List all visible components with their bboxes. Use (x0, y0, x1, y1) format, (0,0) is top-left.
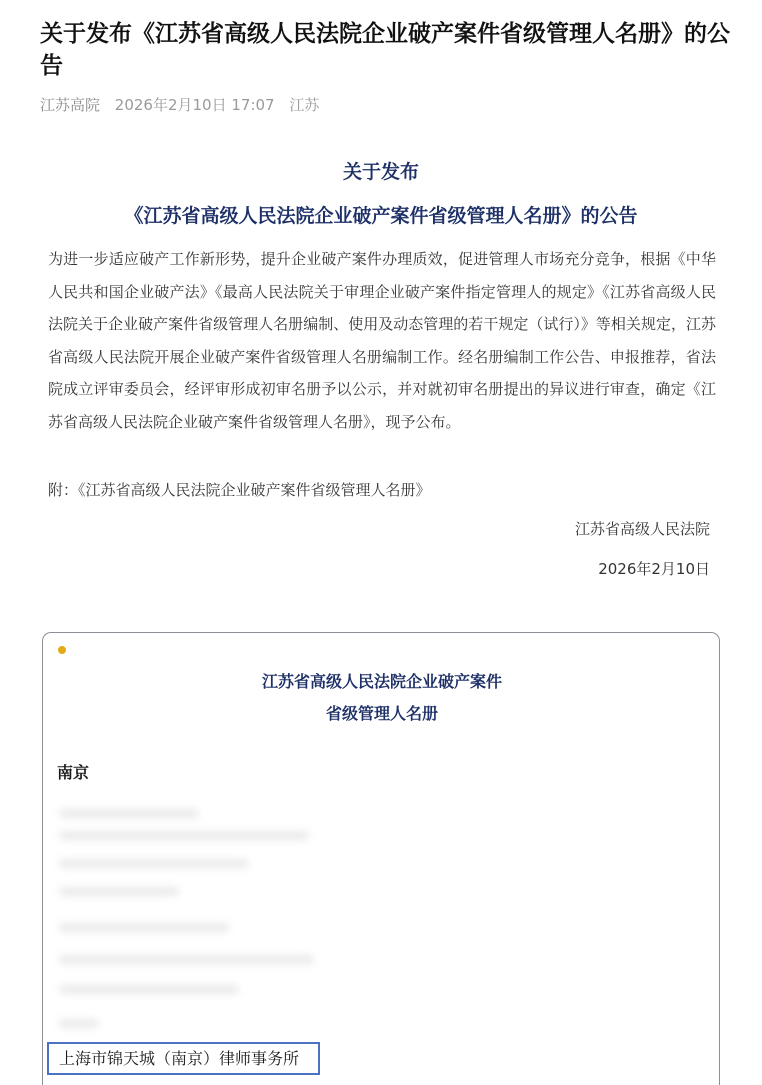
signature-date: 2026年2月10日 (598, 560, 710, 578)
roster-title-line2: 省级管理人名册 (325, 704, 438, 723)
blurred-entry (59, 887, 179, 896)
meta-datetime: 2026年2月10日 17:07 (114, 96, 275, 114)
roster-card (42, 632, 720, 1085)
notice-heading-line1: 关于发布 (342, 161, 419, 183)
notice-heading-line2: 《江苏省高级人民法院企业破产案件省级管理人名册》的公告 (124, 205, 638, 227)
signature-org: 江苏省高级人民法院 (574, 520, 710, 538)
meta-region: 江苏 (289, 96, 320, 114)
blurred-entry (59, 1019, 99, 1028)
blurred-entry (59, 923, 229, 932)
blurred-entry (59, 955, 314, 964)
notice-attachment: 附：《江苏省高级人民法院企业破产案件省级管理人名册》 (48, 481, 431, 499)
article-meta (40, 95, 329, 115)
highlighted-firm-box (47, 1042, 320, 1075)
roster-region-label: 南京 (57, 763, 90, 782)
marker-dot-icon (58, 646, 66, 654)
roster-title-line1: 江苏省高级人民法院企业破产案件 (261, 672, 502, 691)
blurred-entry (59, 831, 309, 840)
meta-source[interactable]: 江苏高院 (40, 96, 101, 114)
blurred-entry (59, 809, 199, 818)
notice-body: 为进一步适应破产工作新形势，提升企业破产案件办理质效，促进管理人市场充分竞争，根据《中华人民共和国企业破产法》《最高人民法院关于审理企业破产案件指定管理人的规定》《江苏省高级人民法院关于企业破产案件省级管理人名册编制、使用及动态管理的若干规定（试行）》等相关规定，江苏省高级人民法院开展企业破产案件省级管理人名册编制工作。经名册编制工作公告、申报推荐，省法院成立评审委员会，经评审形成初审名册予以公示，并对就初审名册提出的异议进行审查，确定《江苏省高级人民法院企业破产案件省级管理人名册》，现予公布。 (48, 250, 716, 431)
blurred-entry (59, 985, 239, 994)
blurred-entry (59, 859, 249, 868)
article-title: 关于发布《江苏省高级人民法院企业破产案件省级管理人名册》的公告 (40, 21, 730, 79)
highlighted-firm-name: 上海市锦天城（南京）律师事务所 (59, 1049, 300, 1068)
